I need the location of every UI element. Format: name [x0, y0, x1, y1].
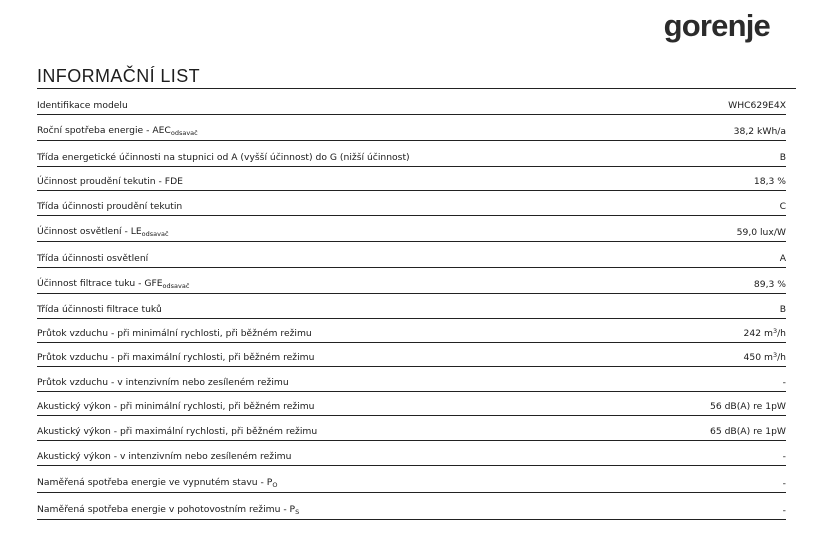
row-label: Naměřená spotřeba energie v pohotovostním režimu - P [37, 504, 296, 515]
table-row [37, 141, 786, 167]
table-row [37, 115, 786, 141]
row-value: B [779, 152, 786, 163]
row-label: Průtok vzduchu - při maximální rychlosti, při běžném režimu [37, 352, 315, 363]
info-table [37, 89, 786, 520]
unit-tail: /h [777, 352, 786, 363]
row-value: - [782, 377, 786, 388]
row-label: Naměřená spotřeba energie ve vypnutém stavu - P [37, 477, 273, 488]
row-value: - [782, 478, 786, 489]
table-row [37, 319, 786, 343]
table-row [37, 416, 786, 441]
row-label: Průtok vzduchu - v intenzivním nebo zesíleném režimu [37, 377, 289, 388]
row-label: Akustický výkon - v intenzivním nebo zesíleném režimu [37, 451, 292, 462]
row-value: 38,2 kWh/a [733, 126, 786, 137]
row-label: Identifikace modelu [37, 100, 128, 111]
row-label: Akustický výkon - při minimální rychlosti, při běžném režimu [37, 401, 315, 412]
row-value: 18,3 % [753, 176, 786, 187]
table-row [37, 441, 786, 466]
table-row [37, 294, 786, 319]
page-title: INFORMAČNÍ LIST [37, 66, 201, 86]
table-row [37, 466, 786, 493]
row-label-subscript: S [295, 508, 300, 516]
table-row [37, 89, 786, 115]
unit-superscript: 3 [772, 327, 778, 335]
table-row [37, 493, 786, 520]
row-label: Třída energetické účinnosti na stupnici od A (vyšší účinnost) do G (nižší účinnost) [37, 152, 410, 163]
row-label: Účinnost filtrace tuku - GFE [37, 278, 163, 289]
row-value: 242 m [743, 328, 773, 339]
table-row [37, 191, 786, 216]
row-label-subscript: odsavač [141, 230, 169, 238]
unit-superscript: 3 [772, 351, 778, 359]
table-row [37, 242, 786, 268]
table-row [37, 167, 786, 191]
row-label: Průtok vzduchu - při minimální rychlosti, při běžném režimu [37, 328, 312, 339]
table-row [37, 343, 786, 367]
row-label: Třída účinnosti osvětlení [37, 253, 149, 264]
row-value: 450 m [743, 352, 773, 363]
row-value: C [779, 201, 786, 212]
gorenje-logo: gorenje [663, 8, 770, 43]
table-row [37, 268, 786, 294]
row-value: 59,0 lux/W [736, 227, 786, 238]
table-row [37, 216, 786, 242]
row-label: Účinnost proudění tekutin - FDE [37, 176, 183, 187]
row-label: Roční spotřeba energie - AEC [37, 125, 171, 136]
row-label-subscript: odsavač [170, 129, 198, 137]
row-value: 56 dB(A) re 1pW [709, 401, 786, 412]
row-value: - [782, 505, 786, 516]
row-label: Třída účinnosti proudění tekutin [37, 201, 183, 212]
row-value: 89,3 % [753, 279, 786, 290]
row-label: Třída účinnosti filtrace tuků [37, 304, 162, 315]
unit-tail: /h [777, 328, 786, 339]
row-value: B [779, 304, 786, 315]
row-value: - [782, 451, 786, 462]
row-label-subscript: odsavač [162, 282, 190, 290]
row-value: WHC629E4X [728, 100, 786, 111]
row-label-subscript: O [272, 481, 278, 489]
row-label: Účinnost osvětlení - LE [37, 226, 142, 237]
row-label: Akustický výkon - při maximální rychlosti, při běžném režimu [37, 426, 318, 437]
table-row [37, 392, 786, 416]
row-value: A [779, 253, 786, 264]
table-row [37, 367, 786, 392]
row-value: 65 dB(A) re 1pW [709, 426, 786, 437]
